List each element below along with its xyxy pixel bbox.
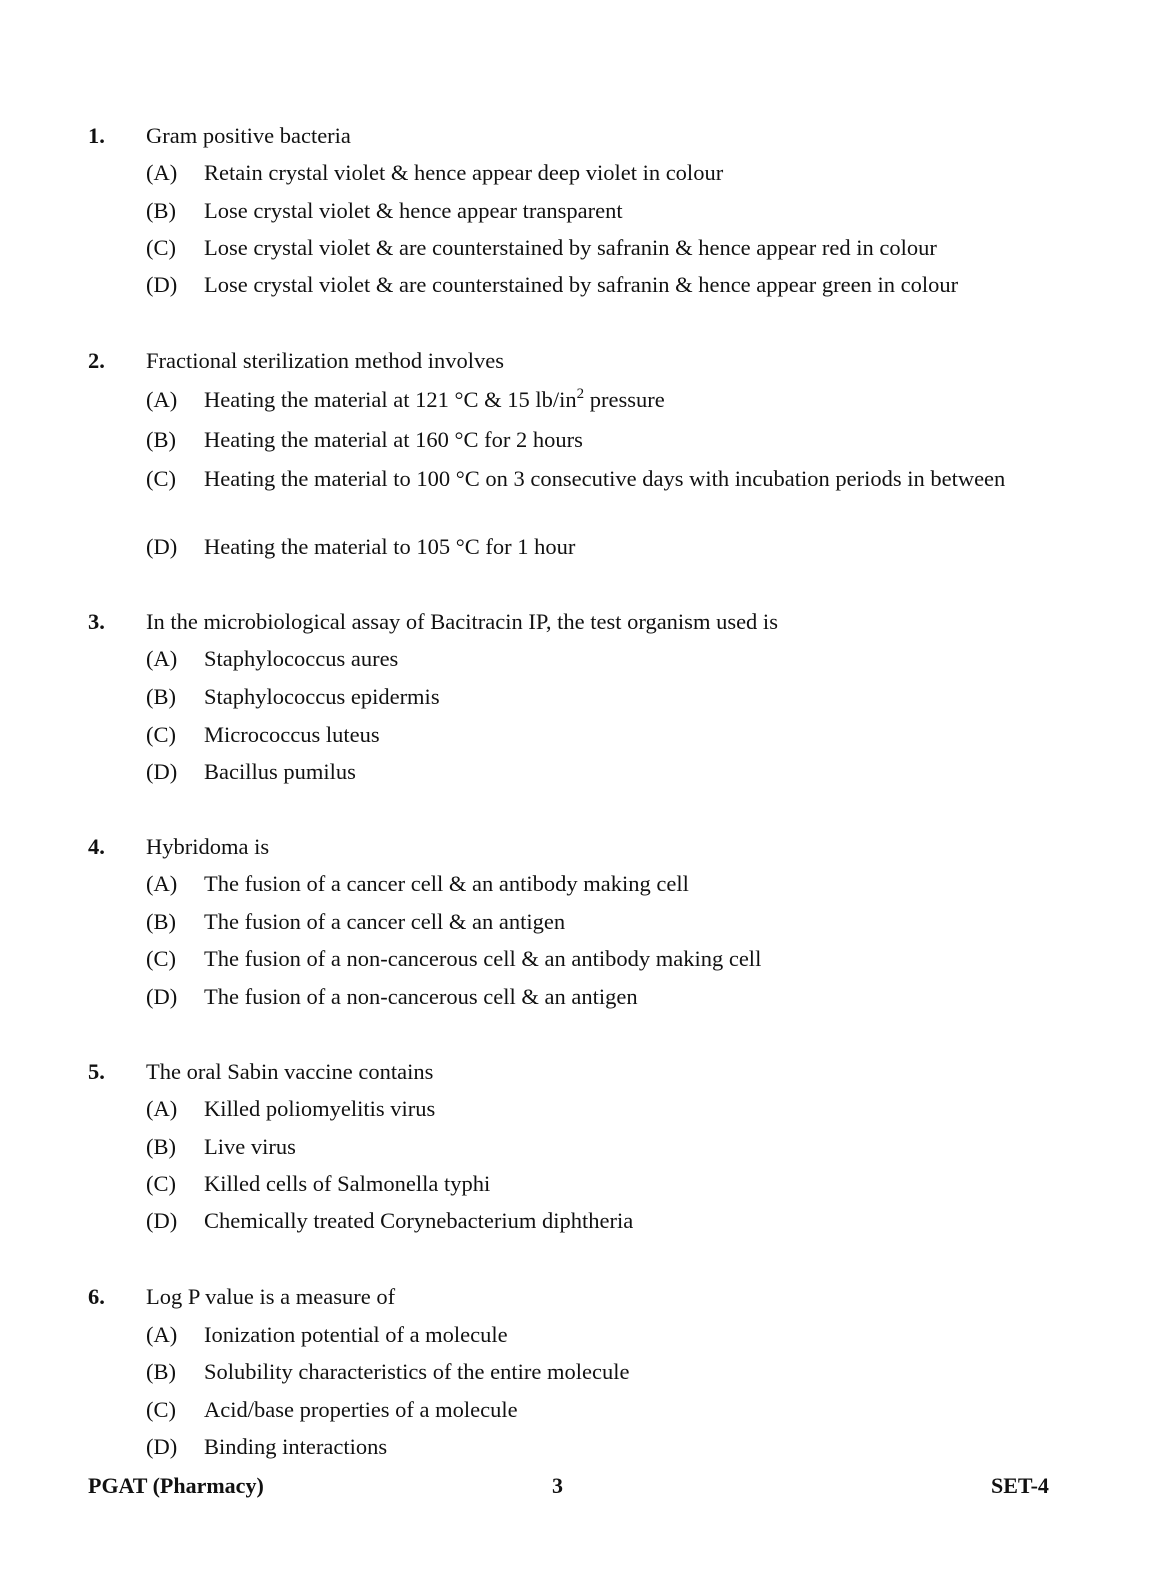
option-letter: (C): [146, 1397, 176, 1422]
option-letter: (B): [146, 1359, 176, 1384]
option-text: Heating the material to 105 °C for 1 hour: [204, 534, 576, 559]
option-letter: (D): [146, 534, 178, 559]
option-text: Chemically treated Corynebacterium diphtheria: [204, 1208, 634, 1233]
option-text: The fusion of a cancer cell & an antigen: [204, 909, 566, 934]
question-stem: The oral Sabin vaccine contains: [146, 1059, 434, 1084]
option-letter: (C): [146, 1171, 176, 1196]
option-letter: (A): [146, 1096, 178, 1121]
option-text: Bacillus pumilus: [204, 759, 356, 784]
option-text: Killed cells of Salmonella typhi: [204, 1171, 491, 1196]
option-text: Heating the material to 100 °C on 3 consecutive days with incubation periods in between: [204, 466, 1006, 491]
option-letter: (D): [146, 1208, 178, 1233]
option-text: Heating the material at 160 °C for 2 hours: [204, 427, 583, 452]
option-text-after: pressure: [584, 387, 665, 412]
question-number: 5.: [88, 1059, 105, 1084]
option-letter: (A): [146, 871, 178, 896]
footer-exam-title: PGAT (Pharmacy): [88, 1473, 264, 1498]
option-letter: (D): [146, 759, 178, 784]
option-text: Staphylococcus aures: [204, 646, 399, 671]
option-letter: (C): [146, 946, 176, 971]
option-text: Killed poliomyelitis virus: [204, 1096, 436, 1121]
option-letter: (B): [146, 1134, 176, 1159]
option-letter: (B): [146, 684, 176, 709]
question-number: 1.: [88, 123, 105, 148]
option-text: Staphylococcus epidermis: [204, 684, 440, 709]
option-letter: (C): [146, 235, 176, 260]
question-stem: Log P value is a measure of: [146, 1284, 396, 1309]
option-text: Solubility characteristics of the entire molecule: [204, 1359, 630, 1384]
footer-page-number: 3: [552, 1473, 563, 1498]
option-text: The fusion of a non-cancerous cell & an antigen: [204, 984, 638, 1009]
superscript: 2: [576, 386, 585, 402]
option-letter: (D): [146, 984, 178, 1009]
option-letter: (B): [146, 198, 176, 223]
option-text-main: Heating the material at 121 °C & 15 lb/in: [204, 387, 577, 412]
option-text: Lose crystal violet & are counterstained by safranin & hence appear green in colour: [204, 272, 959, 297]
option-letter: (C): [146, 466, 176, 491]
question-number: 2.: [88, 348, 105, 373]
question-stem: Fractional sterilization method involves: [146, 348, 505, 373]
option-letter: (B): [146, 427, 176, 452]
option-letter: (A): [146, 160, 178, 185]
option-letter: (A): [146, 646, 178, 671]
question-number: 3.: [88, 609, 105, 634]
option-text: The fusion of a cancer cell & an antibody making cell: [204, 871, 689, 896]
option-text: Retain crystal violet & hence appear deep violet in colour: [204, 160, 724, 185]
option-letter: (D): [146, 1434, 178, 1459]
option-text: Micrococcus luteus: [204, 722, 380, 747]
option-text: Ionization potential of a molecule: [204, 1322, 508, 1347]
option-letter: (C): [146, 722, 176, 747]
option-text: Binding interactions: [204, 1434, 388, 1459]
option-text: Acid/base properties of a molecule: [204, 1397, 518, 1422]
option-letter: (A): [146, 1322, 178, 1347]
question-stem: Hybridoma is: [146, 834, 270, 859]
question-number: 4.: [88, 834, 105, 859]
question-number: 6.: [88, 1284, 105, 1309]
option-letter: (B): [146, 909, 176, 934]
option-text: Live virus: [204, 1134, 296, 1159]
option-letter: (D): [146, 272, 178, 297]
option-letter: (A): [146, 387, 178, 412]
option-text: Lose crystal violet & hence appear transparent: [204, 198, 623, 223]
option-text: [204, 386, 1040, 414]
option-text: The fusion of a non-cancerous cell & an antibody making cell: [204, 946, 762, 971]
question-stem: Gram positive bacteria: [146, 123, 351, 148]
option-text: Lose crystal violet & are counterstained by safranin & hence appear red in colour: [204, 235, 937, 260]
question-stem: In the microbiological assay of Bacitracin IP, the test organism used is: [146, 609, 778, 634]
footer-set-label: SET-4: [991, 1473, 1049, 1498]
